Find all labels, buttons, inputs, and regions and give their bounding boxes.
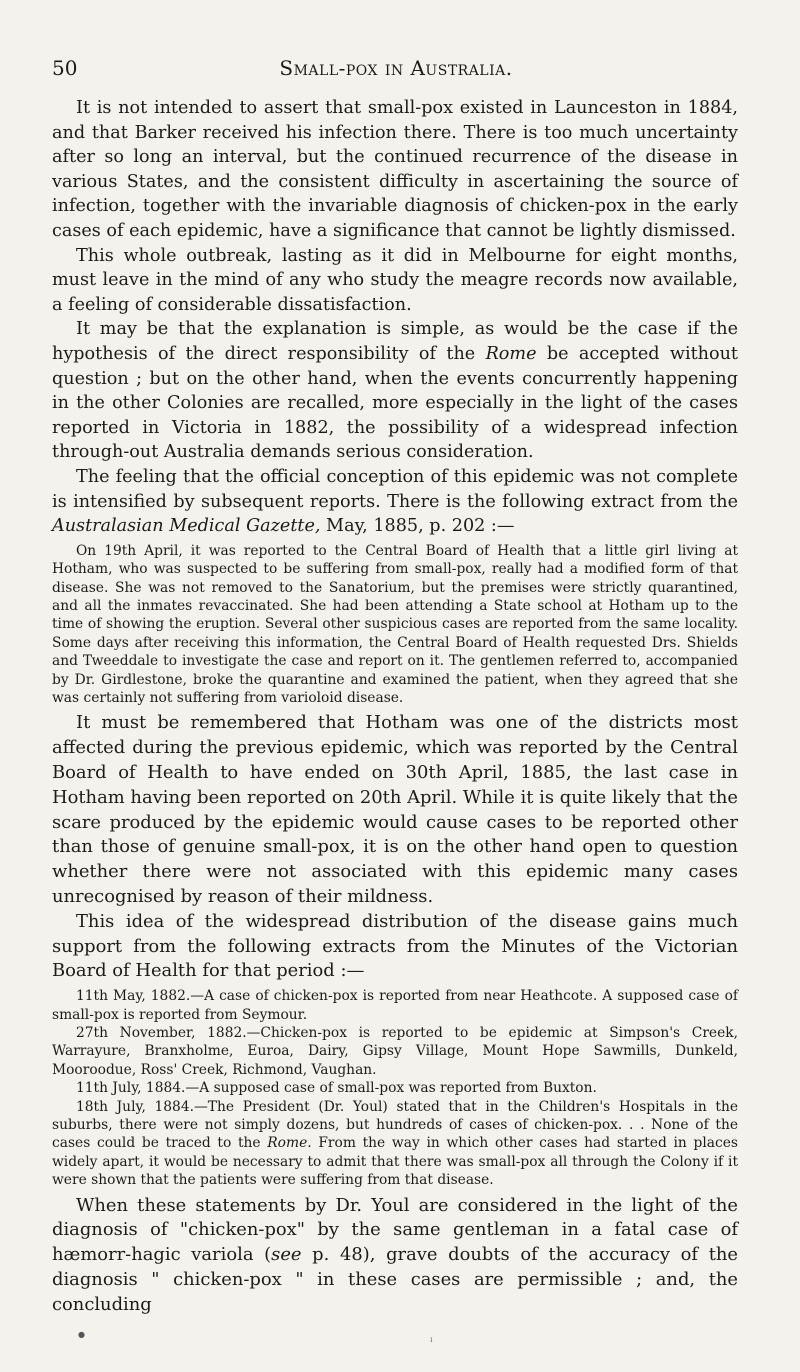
paragraph-launceston: It is not intended to assert that small-pox existed in Launceston in 1884, and that Barker received his infection there. There is too much uncertainty after so long an interval, but the continued recurrence of the disease in various States, and the consistent difficulty in ascertaining the source of infection, together with the invariable diagnosis of chicken-pox in the early cases of each epidemic, have a significance that cannot be lightly dismissed. xyxy=(52,98,738,241)
journal-title: Australasian Medical Gazette, xyxy=(52,516,321,537)
print-mark: ı xyxy=(430,1335,433,1344)
text-run: May, 1885, p. 202 :— xyxy=(320,516,515,537)
paragraph-official-conception xyxy=(52,465,738,539)
running-head: Small-pox in Australia. xyxy=(279,56,513,80)
text-run: The feeling that the official conception of this epidemic was not complete is intensified by subsequent reports. There is the following extract from the xyxy=(52,466,738,512)
minutes-extracts xyxy=(52,987,738,1189)
page-body xyxy=(52,96,738,1318)
minute-entry: 27th November, 1882.—Chicken-pox is reported to be epidemic at Simpson's Creek, Warrayure, Branxholme, Euroa, Dairy, Gipsy Village, Mount Hope Sawmills, Dunkeld, Mooroodue, Ross' Creek, Richmond, Vaughan. xyxy=(52,1024,738,1078)
page-number: 50 xyxy=(52,56,78,80)
paragraph-distribution: This idea of the widespread distribution of the disease gains much support from the following extracts from the Minutes of the Victorian Board of Health for that period :— xyxy=(52,910,738,982)
see-reference: see xyxy=(271,1244,302,1266)
text-run: 18th July, 1884.—The President (Dr. Youl) stated that in the Children's Hospitals in the suburbs, there were not simply dozens, but hundreds of cases of chicken-pox. . . None of the cases could be traced to the xyxy=(52,1098,738,1152)
ship-name: Rome. xyxy=(267,1135,312,1152)
minute-entry xyxy=(52,1098,738,1190)
minute-entry: 11th May, 1882.—A case of chicken-pox is reported from near Heathcote. A supposed case of small-pox is reported from Seymour. xyxy=(52,988,738,1023)
page-header xyxy=(52,56,740,90)
ship-name: Rome xyxy=(485,343,537,364)
paragraph-outbreak: This whole outbreak, lasting as it did in Melbourne for eight months, must leave in the mind of any who study the meagre records now available, a feeling of considerable dissatisfaction. xyxy=(52,245,738,315)
text-run: It may be that the explanation is simple, as would be the case if the hypothesis of the direct responsibility of the xyxy=(52,319,738,364)
paragraph-hotham: It must be remembered that Hotham was one of the districts most affected during the previous epidemic, which was reported by the Central Board of Health to have ended on 30th April, 1885, the last case in Hotham having been reported on 20th April. While it is quite likely that the scare produced by the epidemic would cause cases to be reported other than those of genuine small-pox, it is on the other hand open to question whether there were not associated with this epidemic many cases unrecognised by reason of their mildness. xyxy=(52,712,738,907)
text-run: When these statements by Dr. Youl are considered in the light of the diagnosis of "chicken-pox" by the same gentleman in a fatal case of hæmorr-hagic variola ( xyxy=(52,1194,738,1266)
minute-entry: 11th July, 1884.—A supposed case of small-pox was reported from Buxton. xyxy=(76,1080,597,1097)
paragraph-hypothesis xyxy=(52,317,738,465)
text-run: p. 48), grave doubts of the accuracy of the diagnosis " chicken-pox " in these cases are permissible ; and, the concluding xyxy=(52,1244,738,1315)
quote-gazette-extract: On 19th April, it was reported to the Central Board of Health that a little girl living at Hotham, who was suspected to be suffering from small-pox, really had a modified form of that disease. She was not removed to the Sanatorium, but the premises were strictly quarantined, and all the inmates revaccinated. She had been attending a State school at Hotham up to the time of showing the eruption. Several other suspicious cases are reported from the same locality. Some days after receiving this information, the Central Board of Health requested Drs. Shields and Tweeddale to investigate the case and report on it. The gentlemen referred to, accompanied by Dr. Girdlestone, broke the quarantine and examined the patient, when they agreed that she was certainly not suffering from varioloid disease. xyxy=(52,542,738,706)
text-run: From the way in which other cases had started in places widely apart, it would be necessary to admit that there was small-pox all through the Colony if it were shown that the patients were suffering from that disease. xyxy=(52,1135,738,1189)
paragraph-youl-statements xyxy=(52,1194,738,1318)
print-mark: ● xyxy=(78,1330,85,1339)
text-run: be accepted without question ; but on the other hand, when the events concurrently happening in the other Colonies are recalled, more especially in the light of the cases reported in Victoria in 1882, the possibility of a widespread infection through-out Australia demands serious consideration. xyxy=(52,343,738,463)
